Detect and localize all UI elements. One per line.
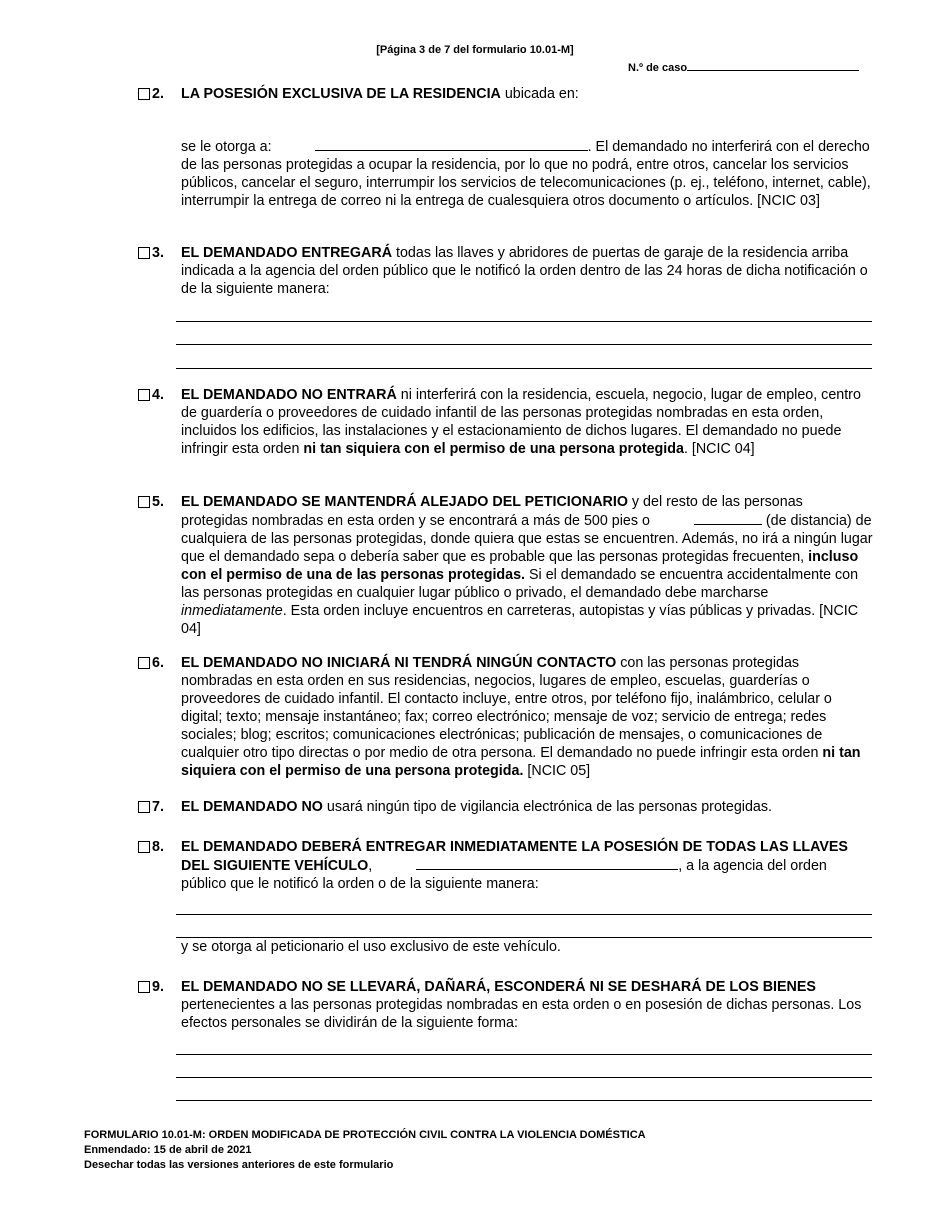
item-6-title: EL DEMANDADO NO INICIARÁ NI TENDRÁ NINGÚN CONTACTO bbox=[181, 655, 617, 671]
item-2 bbox=[138, 85, 873, 103]
case-number-field[interactable] bbox=[628, 59, 859, 74]
item-4-number: 4. bbox=[152, 387, 164, 403]
item-8-vehicle-blank[interactable] bbox=[416, 856, 678, 870]
item-6-number: 6. bbox=[152, 655, 164, 671]
item-7-text: usará ningún tipo de vigilancia electrónica de las personas protegidas. bbox=[322, 799, 772, 815]
item-7-checkbox[interactable] bbox=[138, 801, 150, 813]
item-5-text1: y del resto de las personas protegidas nombradas en esta orden y se encontrará a más de 500 pies o bbox=[181, 494, 803, 529]
item-2-grant bbox=[138, 137, 873, 210]
item-5-text4: . Esta orden incluye encuentros en carreteras, autopistas y vías públicas y privadas. [NCIC 04] bbox=[181, 603, 859, 637]
item-9-line-1[interactable] bbox=[176, 1054, 872, 1055]
item-9-number: 9. bbox=[152, 979, 164, 995]
item-8-title: EL DEMANDADO DEBERÁ ENTREGAR INMEDIATAMENTE LA POSESIÓN DE TODAS LAS LLAVES DEL SIGUIENTE VEHÍCULO bbox=[181, 839, 848, 874]
item-7-number: 7. bbox=[152, 799, 164, 815]
item-5-text2: (de distancia) de cualquiera de las personas protegidas, donde quiera que estas se encuentren. Además, no irá a ningún lugar que el demandado sepa o debería saber que es probable que las personas protegidas frecuenten, bbox=[181, 513, 873, 565]
item-8-comma: , bbox=[368, 858, 373, 874]
item-2-text: . El demandado no interferirá con el derecho de las personas protegidas a ocupar la residencia, por lo que no podrá, entre otros, cancelar los servicios públicos, cancelar el seguro, interrumpir los servicios de telecomunicaciones (p. ej., teléfono, internet, cable), interrumpir la entrega de correo ni la entrega de cualesquiera otros documento o artículos. [NCIC 03] bbox=[181, 139, 871, 209]
footer bbox=[84, 1128, 646, 1173]
item-3-line-3[interactable] bbox=[176, 368, 872, 369]
item-2-grantee-blank[interactable] bbox=[315, 137, 588, 151]
item-2-number: 2. bbox=[152, 86, 164, 102]
item-5-title: EL DEMANDADO SE MANTENDRÁ ALEJADO DEL PETICIONARIO bbox=[181, 494, 628, 510]
item-3-text: todas las llaves y abridores de puertas de garaje de la residencia arriba indicada a la agencia del orden público que le notificó la orden dentro de las 24 horas de dicha notificación o de la siguiente manera: bbox=[181, 245, 868, 297]
item-4-end: . [NCIC 04] bbox=[683, 441, 755, 457]
item-8-after: y se otorga al peticionario el uso exclusivo de este vehículo. bbox=[181, 939, 561, 955]
item-3-line-1[interactable] bbox=[176, 321, 872, 322]
item-2-title-rest: ubicada en: bbox=[500, 86, 579, 102]
item-3 bbox=[138, 244, 873, 298]
item-6 bbox=[138, 654, 873, 780]
item-4-text: ni interferirá con la residencia, escuela, negocio, lugar de empleo, centro de guardería o proveedores de cuidado infantil de las personas protegidas nombradas en esta orden, incluidos los edificios, las instalaciones y el estacionamiento de dichos lugares. El demandado no puede infringir esta orden bbox=[181, 387, 861, 457]
item-3-line-2[interactable] bbox=[176, 344, 872, 345]
item-6-text: con las personas protegidas nombradas en esta orden en sus residencias, negocios, lugares de empleo, escuelas, guarderías o proveedores de cuidado infantil. El contacto incluye, entre otros, por teléfono fijo, inalámbrico, celular o digital; texto; mensaje instantáneo; fax; correo electrónico; mensaje de voz; servicio de entrega; redes sociales; blog; escritos; comunicaciones electrónicas; publicación de mensajes, o comunicaciones de cualquier otro tipo directas o por medio de otra persona. El demandado no puede infringir esta orden bbox=[181, 655, 832, 761]
item-5 bbox=[138, 493, 873, 638]
item-4-title: EL DEMANDADO NO ENTRARÁ bbox=[181, 387, 397, 403]
item-8-checkbox[interactable] bbox=[138, 841, 150, 853]
item-8 bbox=[138, 838, 873, 893]
item-9-title: EL DEMANDADO NO SE LLEVARÁ, DAÑARÁ, ESCONDERÁ NI SE DESHARÁ DE LOS BIENES bbox=[181, 979, 816, 995]
item-4-bold: ni tan siquiera con el permiso de una persona protegida bbox=[303, 441, 684, 457]
item-5-distance-blank[interactable] bbox=[694, 511, 762, 525]
item-5-text3: Si el demandado se encuentra accidentalmente con las personas protegidas en cualquier lugar público o privado, el demandado debe marcharse bbox=[181, 567, 859, 601]
item-9-line-2[interactable] bbox=[176, 1077, 872, 1078]
item-9-checkbox[interactable] bbox=[138, 981, 150, 993]
case-number-blank[interactable] bbox=[687, 59, 859, 71]
item-5-bold: incluso con el permiso de una de las personas protegidas. bbox=[181, 549, 859, 583]
item-7 bbox=[138, 798, 873, 816]
item-6-checkbox[interactable] bbox=[138, 657, 150, 669]
item-9 bbox=[138, 978, 873, 1032]
item-6-end: [NCIC 05] bbox=[523, 763, 591, 779]
item-5-italic: inmediatamente bbox=[181, 603, 283, 619]
page-header: [Página 3 de 7 del formulario 10.01-M] bbox=[376, 44, 574, 56]
item-8-line-1[interactable] bbox=[176, 914, 872, 915]
item-4 bbox=[138, 386, 873, 458]
item-4-checkbox[interactable] bbox=[138, 389, 150, 401]
item-5-number: 5. bbox=[152, 494, 164, 510]
item-3-title: EL DEMANDADO ENTREGARÁ bbox=[181, 245, 393, 261]
case-number-label: N.º de caso bbox=[628, 62, 688, 74]
item-3-number: 3. bbox=[152, 245, 164, 261]
item-8-text: , a la agencia del orden público que le notificó la orden o de la siguiente manera: bbox=[181, 858, 827, 892]
item-9-line-3[interactable] bbox=[176, 1100, 872, 1101]
item-2-granted-label: se le otorga a: bbox=[181, 139, 272, 155]
item-9-text: pertenecientes a las personas protegidas nombradas en esta orden o en posesión de dichas personas. Los efectos personales se dividirán de la siguiente forma: bbox=[181, 997, 862, 1031]
footer-discard: Desechar todas las versiones anteriores de este formulario bbox=[84, 1159, 394, 1171]
item-5-checkbox[interactable] bbox=[138, 496, 150, 508]
footer-amended: Enmendado: 15 de abril de 2021 bbox=[84, 1144, 252, 1156]
item-2-checkbox[interactable] bbox=[138, 88, 150, 100]
item-7-title: EL DEMANDADO NO bbox=[181, 799, 323, 815]
item-8-number: 8. bbox=[152, 839, 164, 855]
item-6-bold: ni tan siquiera con el permiso de una persona protegida. bbox=[181, 745, 861, 779]
footer-form-title: FORMULARIO 10.01-M: ORDEN MODIFICADA DE PROTECCIÓN CIVIL CONTRA LA VIOLENCIA DOMÉSTICA bbox=[84, 1129, 646, 1141]
item-3-checkbox[interactable] bbox=[138, 247, 150, 259]
item-2-title: LA POSESIÓN EXCLUSIVA DE LA RESIDENCIA bbox=[181, 86, 501, 102]
